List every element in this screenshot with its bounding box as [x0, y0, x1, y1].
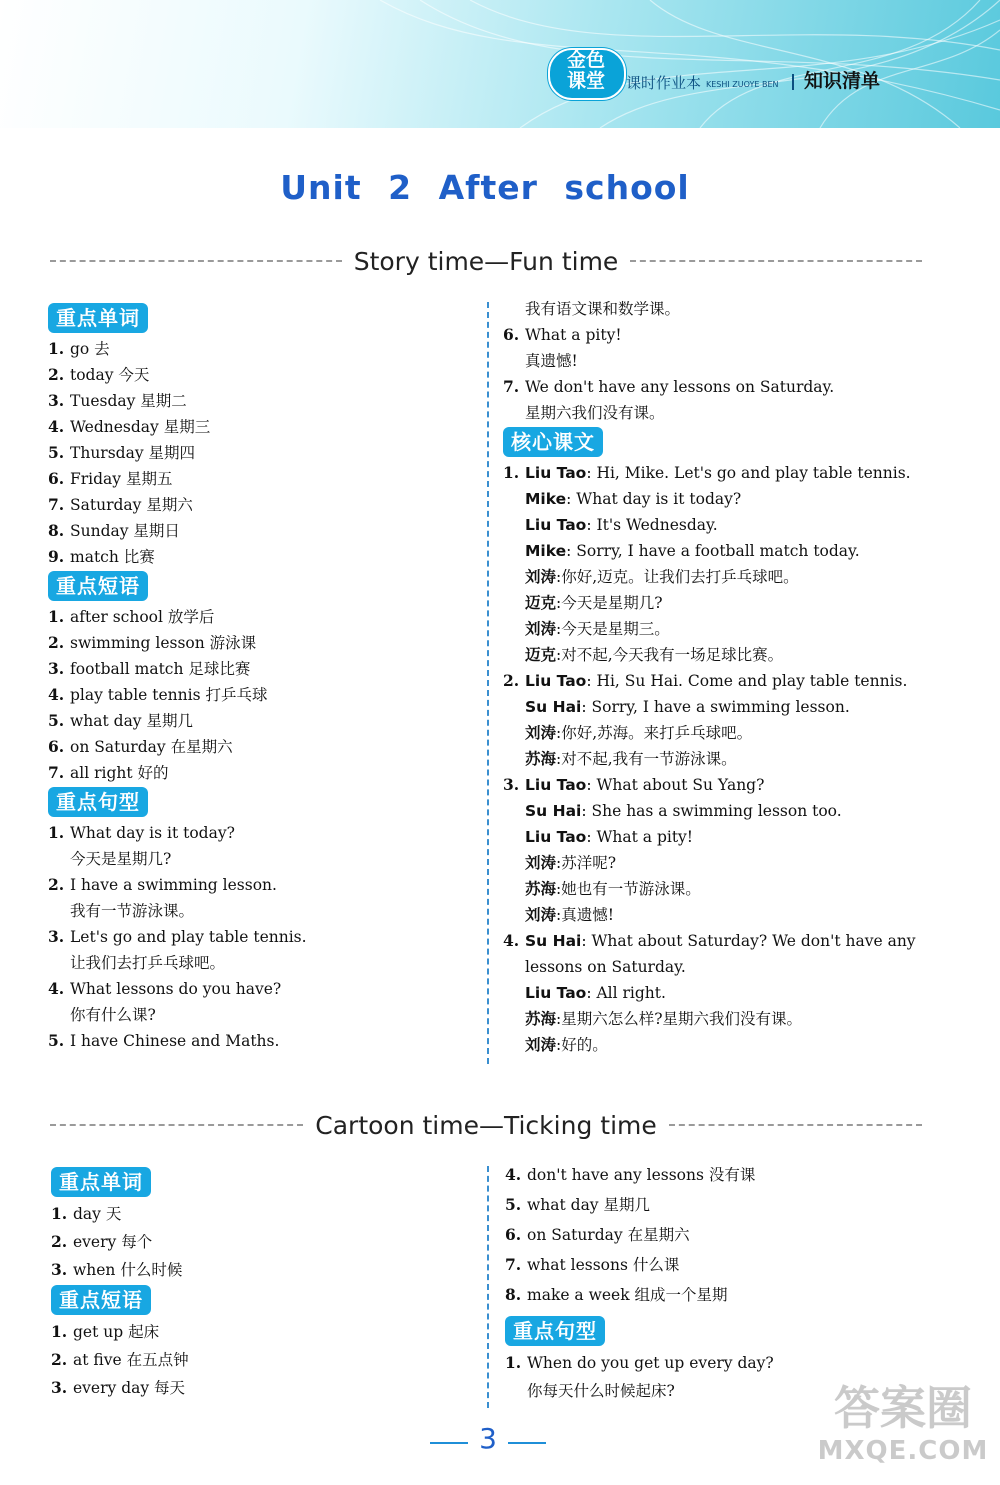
sentence-chinese [503, 348, 943, 374]
list-item [505, 1250, 945, 1280]
brand-divider [792, 74, 794, 90]
key-sentences-list-continued [503, 296, 943, 426]
section-title: Cartoon time—Ticking time [315, 1110, 657, 1140]
sentence-english [48, 1028, 468, 1054]
brand-bottom: 课堂 [566, 70, 605, 92]
sentence-text: We don't have any lessons on Saturday. [525, 378, 835, 396]
item-text: on Saturday 在星期六 [527, 1226, 690, 1244]
list-item [48, 440, 468, 466]
list-item [48, 518, 468, 544]
list-item [505, 1160, 945, 1190]
dialogue-line [503, 1032, 943, 1058]
watermark-line2: MXQE.COM [817, 1436, 989, 1466]
item-number: 3. [503, 775, 520, 794]
item-text: Wednesday 星期三 [70, 418, 211, 436]
item-number: 8. [48, 521, 65, 540]
item-text: after school 放学后 [70, 608, 215, 626]
page-number: 3 [479, 1422, 497, 1455]
item-number: 7. [503, 377, 520, 396]
item-number: 2. [48, 365, 65, 384]
list-item [48, 388, 468, 414]
dialogue-line [503, 642, 943, 668]
list-item [51, 1374, 471, 1402]
dialogue-line [503, 720, 943, 746]
item-number: 5. [48, 711, 65, 730]
dialogue-line [503, 668, 943, 694]
speaker-name: 刘涛 [525, 1036, 557, 1054]
item-number: 1. [51, 1322, 68, 1341]
section-header-cartoon-time [50, 1108, 922, 1142]
key-words-label: 重点单词 [51, 1167, 151, 1197]
dialogue-text: : Sorry, I have a football match today. [566, 542, 860, 560]
dialogue-line [503, 590, 943, 616]
dialogue-line [503, 980, 943, 1006]
item-number: 6. [48, 737, 65, 756]
key-words-list [51, 1200, 471, 1284]
item-number: 2. [51, 1232, 68, 1251]
sentence-english [503, 322, 943, 348]
sentence-english [48, 976, 468, 1002]
speaker-name: 迈克 [525, 646, 557, 664]
translation-text: 今天是星期几? [70, 850, 172, 868]
dialogue-text: : It's Wednesday. [586, 516, 718, 534]
speaker-name: Liu Tao [525, 828, 587, 846]
list-item [505, 1280, 945, 1310]
translation-text: 我有一节游泳课。 [70, 902, 195, 920]
sentence-text: What a pity! [525, 326, 622, 344]
sentence-chinese [503, 296, 943, 322]
item-number: 6. [505, 1225, 522, 1244]
core-text-dialogues [503, 460, 943, 1058]
dialogue-line [503, 746, 943, 772]
dialogue-text: : What about Su Yang? [586, 776, 765, 794]
list-item [48, 492, 468, 518]
brand-logo-text [554, 50, 618, 92]
item-number: 2. [503, 671, 520, 690]
column-divider [487, 1166, 489, 1408]
speaker-name: Liu Tao [525, 984, 587, 1002]
item-text: what day 星期几 [527, 1196, 650, 1214]
dialogue-text: : What a pity! [586, 828, 694, 846]
sentence-english [503, 374, 943, 400]
dialogue-text: :今天是星期三。 [556, 620, 670, 638]
item-text: what day 星期几 [70, 712, 193, 730]
dialogue-line [503, 824, 943, 850]
dialogue-line [503, 928, 943, 954]
list-item [48, 656, 468, 682]
item-text: football match 足球比赛 [70, 660, 251, 678]
section-header-story-time [50, 244, 922, 278]
item-number: 6. [48, 469, 65, 488]
dialogue-text: : Hi, Mike. Let's go and play table tennis. [586, 464, 911, 482]
item-text: today 今天 [70, 366, 150, 384]
speaker-name: 迈克 [525, 594, 557, 612]
list-item [48, 604, 468, 630]
dialogue-text: :星期六怎么样?星期六我们没有课。 [556, 1010, 803, 1028]
dialogue-line [503, 512, 943, 538]
dashed-rule [50, 1124, 303, 1126]
dialogue-text: :今天是星期几? [556, 594, 663, 612]
item-number: 4. [505, 1165, 522, 1184]
speaker-name: 苏海 [525, 880, 557, 898]
item-text: at five 在五点钟 [73, 1351, 189, 1369]
sentence-chinese [48, 846, 468, 872]
page-title: Unit 2 After school [280, 168, 690, 207]
dialogue-text: : She has a swimming lesson too. [581, 802, 842, 820]
dialogue-text: :对不起,我有一节游泳课。 [556, 750, 737, 768]
item-text: day 天 [73, 1205, 122, 1223]
dialogue-line [503, 564, 943, 590]
dialogue-line [503, 460, 943, 486]
item-text: Tuesday 星期二 [70, 392, 187, 410]
section2-left-column [51, 1166, 471, 1402]
list-item [505, 1220, 945, 1250]
key-sentences-label: 重点句型 [505, 1316, 605, 1346]
list-item [48, 336, 468, 362]
item-number: 3. [51, 1260, 68, 1279]
item-number: 1. [503, 463, 520, 482]
speaker-name: 刘涛 [525, 854, 557, 872]
sentence-chinese [48, 1002, 468, 1028]
list-item [505, 1190, 945, 1220]
sentence-english [48, 872, 468, 898]
speaker-name: Liu Tao [525, 516, 587, 534]
speaker-name: Liu Tao [525, 464, 587, 482]
list-item [48, 414, 468, 440]
page-number-rule [508, 1442, 546, 1444]
sentence-text: I have a swimming lesson. [70, 876, 277, 894]
dialogue-text: :好的。 [556, 1036, 608, 1054]
item-number: 8. [505, 1285, 522, 1304]
dialogue-line [503, 538, 943, 564]
item-text: don't have any lessons 没有课 [527, 1166, 756, 1184]
banner-pattern-icon [0, 0, 1000, 128]
brand-top: 金色 [566, 49, 605, 71]
key-words-label: 重点单词 [48, 303, 148, 333]
speaker-name: 刘涛 [525, 906, 557, 924]
section1-left-column [48, 302, 468, 1054]
item-text: go 去 [70, 340, 110, 358]
item-text: swimming lesson 游泳课 [70, 634, 257, 652]
item-number: 5. [48, 443, 65, 462]
sentence-english [48, 820, 468, 846]
list-item [51, 1200, 471, 1228]
sentence-english [505, 1349, 945, 1377]
item-number: 2. [51, 1350, 68, 1369]
speaker-name: 苏海 [525, 750, 557, 768]
translation-text: 你有什么课? [70, 1006, 156, 1024]
speaker-name: 苏海 [525, 1010, 557, 1028]
dialogue-line [503, 772, 943, 798]
key-phrases-list [48, 604, 468, 786]
watermark-line1: 答案圈 [834, 1381, 972, 1435]
dialogue-line [503, 486, 943, 512]
key-phrases-label: 重点短语 [51, 1285, 151, 1315]
page-number-rule [430, 1442, 468, 1444]
list-item [48, 708, 468, 734]
item-number: 7. [48, 763, 65, 782]
speaker-name: Liu Tao [525, 776, 587, 794]
list-item [48, 466, 468, 492]
item-number: 7. [48, 495, 65, 514]
brand-pinyin: KESHI ZUOYE BEN [706, 80, 779, 89]
translation-text: 你每天什么时候起床? [527, 1382, 675, 1400]
item-text: all right 好的 [70, 764, 169, 782]
column-divider [487, 302, 489, 1064]
list-item [48, 682, 468, 708]
watermark-logo [808, 1382, 998, 1482]
list-item [48, 734, 468, 760]
item-text: on Saturday 在星期六 [70, 738, 233, 756]
sentence-text: What day is it today? [70, 824, 235, 842]
item-text: Sunday 星期日 [70, 522, 180, 540]
list-item [51, 1228, 471, 1256]
sentence-chinese [48, 898, 468, 924]
brand-subtitle: 课时作业本 [626, 74, 702, 92]
key-sentences-list [48, 820, 468, 1054]
translation-text: 我有语文课和数学课。 [525, 300, 681, 318]
dialogue-line [503, 798, 943, 824]
item-text: what lessons 什么课 [527, 1256, 680, 1274]
item-text: Friday 星期五 [70, 470, 173, 488]
key-phrases-label: 重点短语 [48, 571, 148, 601]
speaker-name: 刘涛 [525, 620, 557, 638]
sentence-text: Let's go and play table tennis. [70, 928, 307, 946]
key-words-list [48, 336, 468, 570]
dialogue-line [503, 616, 943, 642]
dialogue-line [503, 876, 943, 902]
item-number: 1. [48, 339, 65, 358]
list-item [51, 1346, 471, 1374]
dialogue-text: : Hi, Su Hai. Come and play table tennis. [586, 672, 908, 690]
sentence-english [48, 924, 468, 950]
dialogue-text: :你好,苏海。来打乒乓球吧。 [556, 724, 753, 742]
speaker-name: Mike [525, 542, 567, 560]
translation-text: 让我们去打乒乓球吧。 [70, 954, 226, 972]
item-number: 5. [48, 1031, 65, 1050]
key-sentences-label: 重点句型 [48, 787, 148, 817]
dialogue-line [503, 694, 943, 720]
dialogue-text: :苏洋呢? [556, 854, 617, 872]
core-text-label: 核心课文 [503, 427, 603, 457]
sentence-chinese [503, 400, 943, 426]
item-number: 6. [503, 325, 520, 344]
item-text: match 比赛 [70, 548, 155, 566]
speaker-name: Su Hai [525, 698, 582, 716]
dialogue-text: lessons on Saturday. [525, 958, 686, 976]
speaker-name: Su Hai [525, 932, 582, 950]
list-item [51, 1318, 471, 1346]
item-number: 3. [48, 391, 65, 410]
item-text: Thursday 星期四 [70, 444, 196, 462]
item-number: 4. [48, 417, 65, 436]
dialogue-text: :你好,迈克。让我们去打乒乓球吧。 [556, 568, 799, 586]
item-number: 1. [505, 1353, 522, 1372]
item-number: 3. [51, 1378, 68, 1397]
key-phrases-list-continued [505, 1160, 945, 1310]
sentence-text: What lessons do you have? [70, 980, 282, 998]
translation-text: 星期六我们没有课。 [525, 404, 665, 422]
key-phrases-list [51, 1318, 471, 1402]
item-text: when 什么时候 [73, 1261, 183, 1279]
dialogue-line [503, 1006, 943, 1032]
dashed-rule [630, 260, 922, 262]
item-number: 2. [48, 875, 65, 894]
list-item [48, 630, 468, 656]
dialogue-line [503, 902, 943, 928]
speaker-name: Liu Tao [525, 672, 587, 690]
list-item [51, 1256, 471, 1284]
sentence-text: I have Chinese and Maths. [70, 1032, 280, 1050]
item-number: 1. [51, 1204, 68, 1223]
dialogue-text: : What about Saturday? We don't have any [581, 932, 916, 950]
list-item [48, 544, 468, 570]
item-number: 5. [505, 1195, 522, 1214]
speaker-name: Su Hai [525, 802, 582, 820]
header-banner [0, 0, 1000, 128]
dashed-rule [50, 260, 342, 262]
dialogue-text: :真遗憾! [556, 906, 614, 924]
item-number: 4. [503, 931, 520, 950]
sentence-chinese [48, 950, 468, 976]
section-title: Story time—Fun time [353, 246, 619, 276]
dialogue-text: : What day is it today? [566, 490, 742, 508]
item-text: every 每个 [73, 1233, 153, 1251]
item-number: 3. [48, 659, 65, 678]
item-number: 1. [48, 823, 65, 842]
dialogue-line [503, 850, 943, 876]
list-item [48, 362, 468, 388]
speaker-name: 刘涛 [525, 724, 557, 742]
item-text: play table tennis 打乒乓球 [70, 686, 268, 704]
item-text: Saturday 星期六 [70, 496, 193, 514]
item-number: 4. [48, 685, 65, 704]
item-number: 9. [48, 547, 65, 566]
item-text: every day 每天 [73, 1379, 186, 1397]
item-number: 2. [48, 633, 65, 652]
dialogue-text: : All right. [586, 984, 666, 1002]
speaker-name: 刘涛 [525, 568, 557, 586]
section2-right-column [505, 1160, 945, 1405]
item-number: 4. [48, 979, 65, 998]
dialogue-text: : Sorry, I have a swimming lesson. [581, 698, 850, 716]
speaker-name: Mike [525, 490, 567, 508]
dashed-rule [669, 1124, 922, 1126]
dialogue-line [503, 954, 943, 980]
translation-text: 真遗憾! [525, 352, 578, 370]
item-text: get up 起床 [73, 1323, 160, 1341]
item-number: 3. [48, 927, 65, 946]
sentence-text: When do you get up every day? [527, 1354, 774, 1372]
section1-right-column [503, 296, 943, 1058]
header-tag: 知识清单 [804, 70, 881, 92]
dialogue-text: :对不起,今天我有一场足球比赛。 [556, 646, 784, 664]
list-item [48, 760, 468, 786]
item-text: make a week 组成一个星期 [527, 1286, 728, 1304]
dialogue-text: :她也有一节游泳课。 [556, 880, 701, 898]
item-number: 1. [48, 607, 65, 626]
item-number: 7. [505, 1255, 522, 1274]
